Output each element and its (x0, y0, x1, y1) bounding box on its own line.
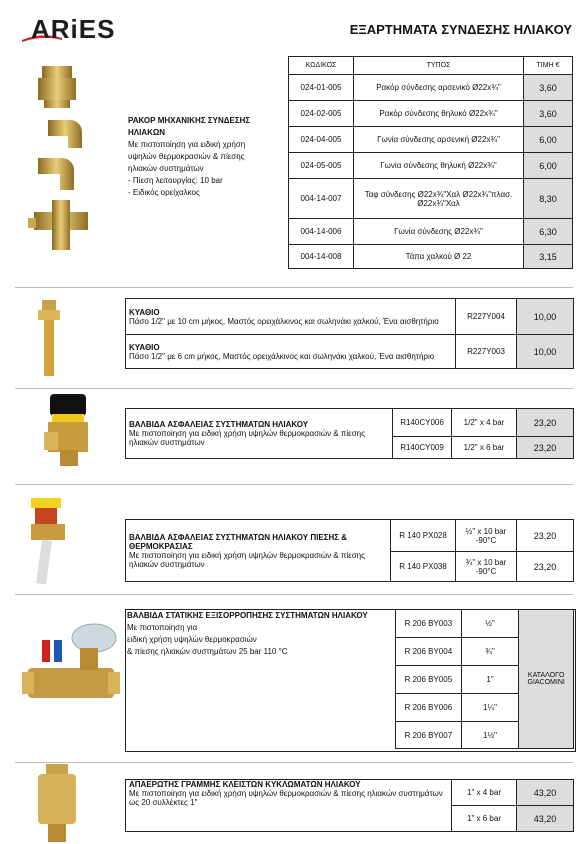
divider (15, 762, 573, 763)
cell-type: Ρακόρ σύνδεσης θηλυκό Ø22x¾" (354, 101, 524, 127)
cell-code: R 206 BY003 (396, 610, 462, 638)
cell-price: 23,20 (517, 409, 574, 437)
row-desc: Με πιστοποίηση για ειδική χρήση υψηλών θερμοκρασιών & πίεσης ηλιακών συστημάτων (129, 550, 365, 569)
cell-code: 004-14-007 (289, 179, 354, 219)
cell-code: 024-04-005 (289, 127, 354, 153)
cell-spec: ¾" x 10 bar -90°C (456, 552, 517, 582)
col-type: ΤΥΠΟΣ (354, 57, 524, 75)
table-row (289, 101, 573, 127)
cell-desc (126, 299, 456, 335)
cell-spec: ½" x 10 bar -90°C (456, 520, 517, 552)
row-desc: Με πιστοποίηση για ειδική χρήση υψηλών θερμοκρασιών & πίεσης ηλιακών συστημάτων ως 20 συλλέκτες 1" (129, 789, 443, 807)
cell-price: 43,20 (517, 780, 574, 806)
sensor-well-image (32, 300, 72, 378)
cell-code: R 206 BY007 (396, 722, 462, 749)
fittings-image (28, 62, 98, 282)
cell-price: 23,20 (517, 437, 574, 459)
table-row (289, 245, 573, 269)
col-price: ΤΙΜΗ € (524, 57, 573, 75)
cell-spec: ½" (461, 610, 519, 638)
cell-spec: 1/2" x 4 bar (452, 409, 517, 437)
safety-valve-image (40, 392, 96, 472)
section5-desc2: ειδική χρήση υψηλών θερμοκρασιών (127, 635, 257, 644)
catalog-cell: ΚΑΤΑΛΟΓΟ GIACOMINI (519, 610, 574, 749)
cell-spec: ¾" (461, 638, 519, 666)
cell-spec: 1" (461, 666, 519, 694)
cell-code: 004-14-006 (289, 219, 354, 245)
cell-price: 3,60 (524, 101, 573, 127)
cell-type: Γωνία σύνδεσης θηλυκή Ø22x¾" (354, 153, 524, 179)
cell-code: 024-02-005 (289, 101, 354, 127)
cell-price: 10,00 (517, 335, 574, 369)
table-row (126, 299, 574, 335)
table-row (396, 610, 574, 638)
table-row (126, 409, 574, 437)
cell-spec: 1" x 6 bar (452, 806, 517, 832)
cell-code: R227Y004 (456, 299, 517, 335)
cell-code: R 206 BY006 (396, 694, 462, 722)
section1-bullet1: - Πίεση λειτουργίας: 10 bar (128, 176, 223, 185)
cell-price: 10,00 (517, 299, 574, 335)
table-row (289, 219, 573, 245)
table-row (126, 780, 574, 806)
col-code: ΚΩΔΙΚΟΣ (289, 57, 354, 75)
table-row (289, 179, 573, 219)
cell-price: 23,20 (517, 552, 574, 582)
row-desc: Με πιστοποίηση για ειδική χρήση υψηλών θερμοκρασιών & πίεσης ηλιακών συστημάτων (129, 429, 365, 447)
table-row (126, 520, 574, 552)
page-title: ΕΞΑΡΤΗΜΑΤΑ ΣΥΝΔΕΣΗΣ ΗΛΙΑΚΟΥ (349, 22, 572, 37)
section1-title: ΡΑΚΟΡ ΜΗΧΑΝΙΚΗΣ ΣΥΝΔΕΣΗΣ ΗΛΙΑΚΩΝ (128, 116, 251, 137)
row-title: ΒΑΛΒΙΔΑ ΑΣΦΑΛΕΙΑΣ ΣΥΣΤΗΜΑΤΩΝ ΗΛΙΑΚΟΥ (129, 420, 309, 429)
row-title: ΒΑΛΒΙΔΑ ΑΣΦΑΛΕΙΑΣ ΣΥΣΤΗΜΑΤΩΝ ΗΛΙΑΚΟΥ ΠΙΕΣΗΣ & ΘΕΡΜΟΚΡΑΣΙΑΣ (129, 532, 348, 551)
balancing-valve-table (395, 609, 574, 749)
cell-desc (126, 409, 393, 459)
section5-desc1: Με πιστοποίηση για (127, 623, 198, 632)
cell-type: Ταφ σύνδεσης Ø22x¾"Χαλ Ø22x¾"πλασ. Ø22x¾"Χαλ (354, 179, 524, 219)
cell-code: R 206 BY005 (396, 666, 462, 694)
cell-code: R 140 PX028 (391, 520, 456, 552)
cell-code: R 206 BY004 (396, 638, 462, 666)
section5-desc3: & πίεσης ηλιακών συστημάτων 25 bar 110 °C (127, 647, 288, 656)
fittings-table (288, 56, 573, 269)
cell-spec: 1/2" x 6 bar (452, 437, 517, 459)
cell-code: 024-05-005 (289, 153, 354, 179)
cell-price: 23,20 (517, 520, 574, 552)
cell-price: 6,00 (524, 153, 573, 179)
section1-desc: Με πιστοποίηση για ειδική χρήση υψηλών θερμοκρασιών & πίεσης ηλιακών συστημάτων (128, 140, 246, 173)
cell-code: R140CY006 (393, 409, 452, 437)
cell-code: 024-01-005 (289, 75, 354, 101)
cell-code: R227Y003 (456, 335, 517, 369)
section1-label (128, 115, 268, 199)
cell-code: R 140 PX038 (391, 552, 456, 582)
cell-type: Γωνία σύνδεσης Ø22x¾" (354, 219, 524, 245)
cell-price: 43,20 (517, 806, 574, 832)
cell-price: 6,30 (524, 219, 573, 245)
cell-desc (126, 335, 456, 369)
cell-code: 004-14-008 (289, 245, 354, 269)
divider (15, 388, 573, 389)
row-title: ΚΥΑΘΙΟ (129, 342, 160, 352)
balancing-valve-image (22, 618, 122, 728)
logo-text: ARiES (31, 14, 116, 44)
air-vent-image (36, 764, 80, 844)
cell-price: 3,60 (524, 75, 573, 101)
row-title: ΚΥΑΘΙΟ (129, 307, 160, 317)
pt-safety-valve-image (25, 496, 75, 592)
section5-title: ΒΑΛΒΙΔΑ ΣΤΑΤΙΚΗΣ ΕΞΙΣΟΡΡΟΠΗΣΗΣ ΣΥΣΤΗΜΑΤΩΝ ΗΛΙΑΚΟΥ (127, 611, 368, 620)
divider (15, 484, 573, 485)
cell-spec: 1¼" (461, 694, 519, 722)
pt-safety-valve-table (125, 519, 574, 582)
divider (15, 594, 573, 595)
cell-spec: 1½" (461, 722, 519, 749)
cell-price: 6,00 (524, 127, 573, 153)
sensor-well-table (125, 298, 574, 369)
section1-bullet2: - Ειδικός ορείχαλκος (128, 188, 200, 197)
cell-code: R140CY009 (393, 437, 452, 459)
table-row (126, 335, 574, 369)
table-row (289, 127, 573, 153)
cell-spec: 1" x 4 bar (452, 780, 517, 806)
air-vent-table (125, 779, 574, 832)
cell-type: Γωνία σύνδεσης αρσενική Ø22x¾" (354, 127, 524, 153)
cell-type: Ρακόρ σύνδεσης αρσενικό Ø22x¾" (354, 75, 524, 101)
cell-price: 3,15 (524, 245, 573, 269)
table-row (289, 153, 573, 179)
cell-type: Τάπα χαλκού Ø 22 (354, 245, 524, 269)
table-row (289, 75, 573, 101)
row-title: ΑΠΑΕΡΩΤΗΣ ΓΡΑΜΜΗΣ ΚΛΕΙΣΤΩΝ ΚΥΚΛΩΜΑΤΩΝ ΗΛΙΑΚΟΥ (129, 780, 361, 789)
section5-label (127, 610, 397, 658)
cell-desc (126, 520, 391, 582)
row-desc: Πάσο 1/2" με 10 cm μήκος, Μαστός ορειχάλκινος και σωληνάκι χαλκού, Ένα αισθητήριο (129, 316, 439, 326)
row-desc: Πάσο 1/2" με 6 cm μήκος, Μαστός ορειχάλκινος και σωληνάκι χαλκού, Ένα αισθητήριο (129, 351, 435, 361)
cell-desc (126, 780, 452, 832)
safety-valve-table (125, 408, 574, 459)
cell-price: 8,30 (524, 179, 573, 219)
divider (15, 287, 573, 288)
